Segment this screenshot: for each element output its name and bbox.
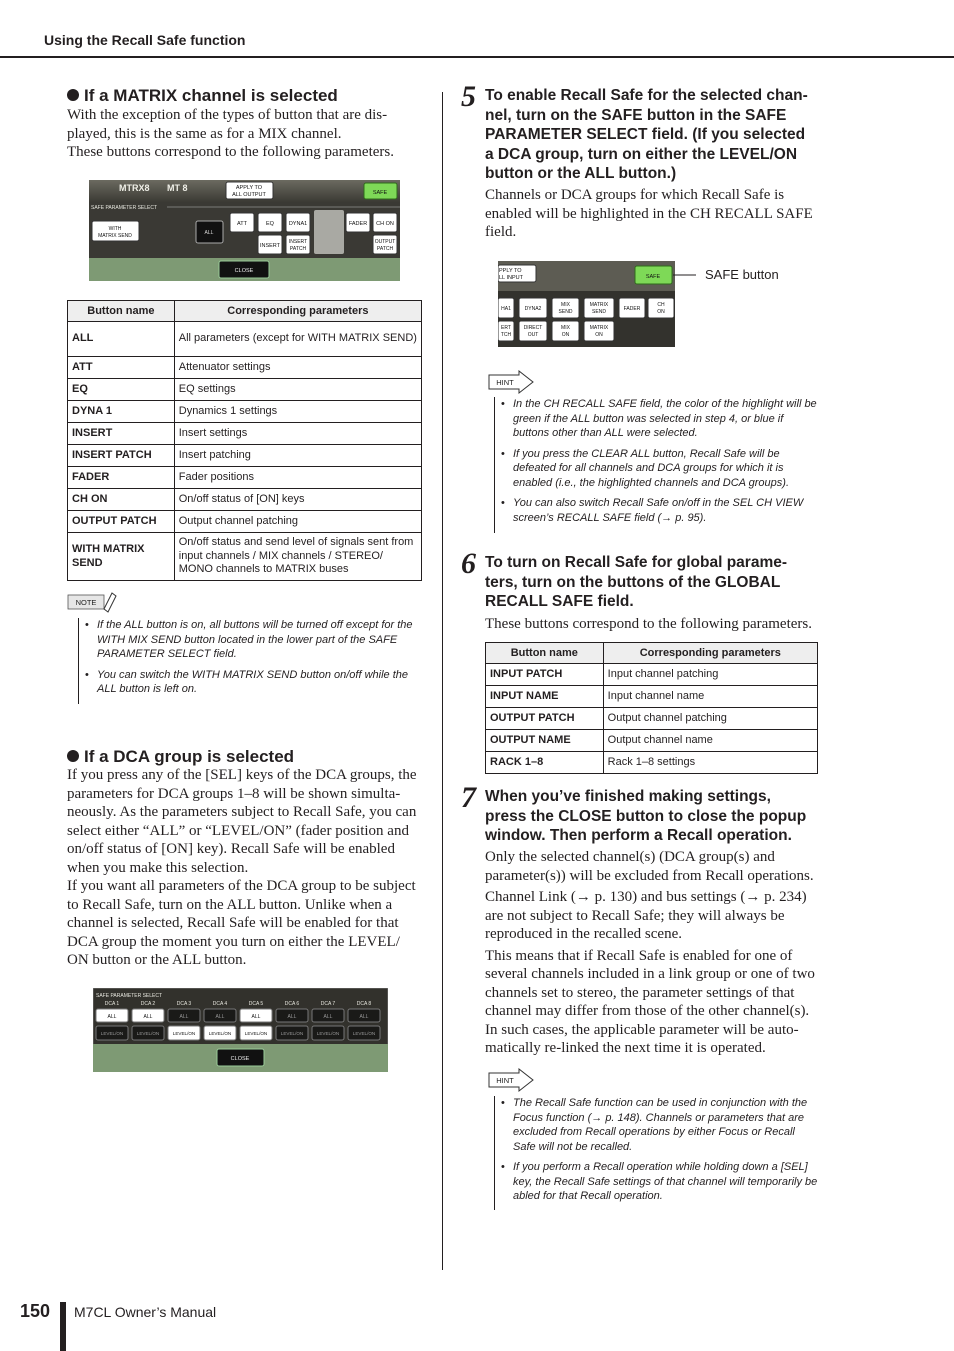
table-row: OUTPUT PATCH Output channel patching — [68, 511, 422, 533]
page-number: 150 — [20, 1301, 51, 1321]
dyna1-button[interactable] — [286, 213, 310, 232]
svg-text:LL INPUT: LL INPUT — [499, 275, 523, 281]
hint-item: • The Recall Safe function can be used in conjunction with the Focus function (→ p. 148). Channels or parameters that are excluded from Recall operations by either Focus or Recall Safe will not be recalled. — [495, 1096, 820, 1154]
hint-box — [494, 397, 820, 533]
svg-text:SEND: SEND — [558, 309, 573, 315]
apply-to-all-input-button[interactable] — [498, 265, 536, 282]
step-6-body: These buttons correspond to the following parameters. — [485, 616, 812, 632]
bullet-icon — [67, 750, 79, 762]
global-parameter-table — [485, 642, 818, 774]
screen-title-mid: MT 8 — [167, 183, 188, 193]
all-button[interactable] — [196, 221, 223, 243]
table-row: INPUT NAME Input channel name — [486, 686, 818, 708]
svg-text:MIX: MIX — [561, 302, 570, 308]
att-button[interactable] — [230, 213, 254, 232]
step-7-para: Channel Link (→ p. 130) and bus settings (→ p. 234) are not subject to Recall Safe; they will always be reproduced in the recalled scene. — [485, 889, 807, 942]
safe-button[interactable] — [635, 266, 672, 284]
channel-safe-button[interactable] — [519, 321, 547, 341]
safe-button-screen — [498, 261, 788, 347]
note-item: • You can switch the WITH MATRIX SEND button on/off while the ALL button is left on. — [79, 668, 424, 697]
channel-safe-button[interactable] — [498, 321, 514, 341]
svg-text:ALL: ALL — [251, 1014, 261, 1020]
svg-text:FADER: FADER — [348, 221, 368, 227]
step-7-para: This means that if Recall Safe is enabled for one of several channels included in a link group or one of two channels set to stereo, the parameter settings of that channel may differ from those of the other channel(s). In such cases, the applicable parameter will be auto- matically re-linked the next time it is operated. — [485, 947, 815, 1056]
svg-text:SAFE: SAFE — [645, 274, 661, 280]
dca-level-on-button[interactable] — [348, 1026, 380, 1040]
hint-arrow-icon — [487, 370, 537, 396]
dca-level-on-button[interactable] — [168, 1026, 200, 1040]
screen-title-left: MTRX8 — [119, 183, 150, 193]
ch-on-button[interactable] — [373, 213, 397, 232]
svg-text:MIX: MIX — [561, 325, 570, 331]
svg-text:SEND: SEND — [592, 309, 606, 315]
svg-text:CH ON: CH ON — [376, 221, 394, 227]
svg-text:WITH: WITH — [108, 226, 122, 232]
section-label: SAFE PARAMETER SELECT — [91, 205, 158, 211]
svg-text:FADER: FADER — [623, 306, 641, 312]
svg-text:LEVEL/ON: LEVEL/ON — [316, 1031, 340, 1036]
dca-label: DCA 5 — [248, 1001, 264, 1007]
svg-text:LEVEL/ON: LEVEL/ON — [208, 1031, 232, 1036]
column-header: Button name — [486, 643, 604, 664]
table-row: ATT Attenuator settings — [68, 357, 422, 379]
svg-text:ON: ON — [657, 309, 665, 315]
table-row: INSERT PATCH Insert patching — [68, 445, 422, 467]
footer-bar — [60, 1302, 66, 1351]
bullet-icon — [67, 89, 79, 101]
svg-text:LEVEL/ON: LEVEL/ON — [280, 1031, 304, 1036]
table-row: OUTPUT NAME Output channel name — [486, 730, 818, 752]
header-rule — [0, 56, 954, 58]
dca-safe-parameter-screen — [93, 988, 388, 1072]
table-row: RACK 1–8 Rack 1–8 settings — [486, 752, 818, 774]
hint-item: • In the CH RECALL SAFE field, the color of the highlight will be green if the ALL button was selected in step 4, or blue if buttons other than ALL were selected. — [495, 397, 820, 441]
svg-text:NOTE: NOTE — [75, 598, 97, 607]
svg-text:LEVEL/ON: LEVEL/ON — [136, 1031, 160, 1036]
svg-text:ALL: ALL — [204, 230, 214, 236]
dca-level-on-button[interactable] — [204, 1026, 236, 1040]
svg-text:CLOSE: CLOSE — [230, 1056, 250, 1062]
matrix-heading: If a MATRIX channel is selected — [67, 86, 338, 106]
dca-level-on-button[interactable] — [312, 1026, 344, 1040]
with-matrix-send-button[interactable] — [92, 221, 139, 241]
dca-all-button[interactable] — [312, 1009, 344, 1022]
table-row: OUTPUT PATCH Output channel patching — [486, 708, 818, 730]
svg-text:ATT: ATT — [237, 221, 247, 227]
channel-safe-button[interactable] — [519, 298, 547, 318]
hint-arrow-icon — [487, 1068, 537, 1094]
svg-text:ERT: ERT — [501, 325, 511, 331]
step-5-body: Channels or DCA groups for which Recall Safe is enabled will be highlighted in the CH RECALL SAFE field. — [485, 187, 813, 240]
step-7-number: 7 — [461, 781, 476, 814]
svg-text:APPLY TO: APPLY TO — [235, 185, 263, 191]
dca-level-on-button[interactable] — [240, 1026, 272, 1040]
table-row: CH ON On/off status of [ON] keys — [68, 489, 422, 511]
svg-text:LEVEL/ON: LEVEL/ON — [100, 1031, 124, 1036]
svg-text:ALL: ALL — [107, 1014, 117, 1020]
column-divider — [442, 92, 443, 1270]
hint-box — [494, 1096, 820, 1210]
note-pencil-icon — [67, 591, 117, 615]
dca-label: DCA 3 — [176, 1001, 192, 1007]
hint-item: • If you perform a Recall operation while holding down a [SEL] key, the Recall Safe settings of that channel will temporarily be abled for that Recall operation. — [495, 1160, 820, 1204]
svg-text:EQ: EQ — [266, 221, 274, 227]
safe-button[interactable] — [364, 183, 397, 199]
channel-safe-button[interactable] — [552, 298, 579, 318]
close-button[interactable] — [219, 261, 269, 278]
channel-safe-button[interactable] — [584, 298, 614, 318]
dca-all-button[interactable] — [348, 1009, 380, 1022]
hint-item: • If you press the CLEAR ALL button, Recall Safe will be defeated for all channels and DCA groups for which it is enabled (i.e., the highlighted channels and DCA groups). — [495, 447, 820, 491]
dca-all-button[interactable] — [132, 1009, 164, 1022]
svg-text:MATRIX: MATRIX — [589, 302, 609, 308]
svg-text:LEVEL/ON: LEVEL/ON — [352, 1031, 376, 1036]
svg-text:MATRIX SEND: MATRIX SEND — [98, 233, 132, 239]
hint-item: • You can also switch Recall Safe on/off in the SEL CH VIEW screen’s RECALL SAFE field (→ p. 95). — [495, 496, 820, 525]
dca-label: DCA 1 — [104, 1001, 120, 1007]
svg-text:ON: ON — [561, 332, 570, 338]
dca-all-button[interactable] — [168, 1009, 200, 1022]
svg-text:OUT: OUT — [527, 332, 539, 338]
fader-area — [314, 210, 344, 254]
column-header: Button name — [68, 301, 175, 322]
dca-label: DCA 4 — [212, 1001, 228, 1007]
svg-text:HA1: HA1 — [501, 306, 511, 312]
table-row: WITH MATRIX SEND On/off status and send level of signals sent from input channels / MIX channels / STEREO/ MONO channels to MATRIX buses — [68, 533, 422, 581]
step-6-heading: To turn on Recall Safe for global parame- ters, turn on the buttons of the GLOBAL RECALL SAFE field. — [485, 554, 788, 610]
dca-level-on-button[interactable] — [96, 1026, 128, 1040]
channel-safe-button[interactable] — [552, 321, 579, 341]
svg-text:LEVEL/ON: LEVEL/ON — [172, 1031, 196, 1036]
dca-level-on-button[interactable] — [132, 1026, 164, 1040]
step-7-body — [485, 848, 830, 1058]
dca-label: DCA 2 — [140, 1001, 156, 1007]
dca-all-button[interactable] — [96, 1009, 128, 1022]
svg-text:DYNA2: DYNA2 — [524, 306, 542, 312]
dca-all-button[interactable] — [240, 1009, 272, 1022]
matrix-safe-parameter-screen — [89, 180, 400, 281]
svg-text:ALL OUTPUT: ALL OUTPUT — [232, 192, 266, 198]
svg-text:OUTPUT: OUTPUT — [374, 239, 396, 245]
table-row: ALL All parameters (except for WITH MATRIX SEND) — [68, 322, 422, 357]
table-row: FADER Fader positions — [68, 467, 422, 489]
table-row: INSERT Insert settings — [68, 423, 422, 445]
step-7-heading: When you’ve finished making settings, press the CLOSE button to close the popup window. Then perform a Recall operation. — [485, 788, 807, 844]
dca-all-button[interactable] — [204, 1009, 236, 1022]
matrix-paragraph: With the exception of the types of button that are dis- played, this is the same as for a MIX channel. These buttons correspond to the following parameters. — [67, 107, 394, 160]
svg-text:PPLY TO: PPLY TO — [499, 268, 522, 274]
dca-close-button[interactable] — [217, 1049, 264, 1066]
svg-text:ON: ON — [595, 332, 603, 338]
table-row: DYNA 1 Dynamics 1 settings — [68, 401, 422, 423]
table-row: INPUT PATCH Input channel patching — [486, 664, 818, 686]
svg-text:ALL: ALL — [179, 1014, 189, 1020]
step-5-heading: To enable Recall Safe for the selected chan- nel, turn on the SAFE button in the SAFE PARAMETER SELECT field. (If you selected a DCA group, turn on either the LEVEL/ON button or the ALL button.) — [485, 87, 808, 182]
safe-button-callout: SAFE button — [705, 267, 779, 282]
channel-safe-button[interactable] — [619, 298, 645, 318]
dca-label: DCA 6 — [284, 1001, 300, 1007]
step-5-number: 5 — [461, 80, 476, 113]
apply-to-all-output-button[interactable] — [226, 182, 273, 199]
dca-paragraph: If you press any of the [SEL] keys of the DCA groups, the parameters for DCA groups 1–8 will be shown simulta- neously. As the parameters subject to Recall Safe, you can select either “ALL” or “LEVEL/ON” (fader position and on/off status of [ON] key). Recall Safe will be enabled when you make this selection. If you want all parameters of the DCA group to be subject to Recall Safe, turn on the ALL button. Unlike when a channel is selected, Recall Safe will be enabled for that DCA group the moment you turn on either the LEVEL/ ON button or the ALL button. — [67, 767, 417, 968]
table-row: EQ EQ settings — [68, 379, 422, 401]
dca-all-button[interactable] — [276, 1009, 308, 1022]
svg-text:CH: CH — [657, 302, 665, 308]
manual-title: M7CL Owner’s Manual — [74, 1304, 217, 1320]
channel-safe-button[interactable] — [498, 298, 514, 318]
insert-button[interactable] — [258, 235, 282, 254]
fader-button[interactable] — [346, 213, 370, 232]
note-box — [78, 618, 424, 704]
step-6-number: 6 — [461, 547, 476, 580]
svg-text:MATRIX: MATRIX — [589, 325, 609, 331]
svg-text:SAFE: SAFE — [372, 190, 388, 196]
svg-text:INSERT: INSERT — [259, 243, 281, 249]
column-header: Corresponding parameters — [603, 643, 817, 664]
svg-text:ALL: ALL — [215, 1014, 225, 1020]
svg-text:ALL: ALL — [143, 1014, 153, 1020]
insert-patch-button[interactable] — [286, 235, 310, 254]
eq-button[interactable] — [258, 213, 282, 232]
svg-text:PATCH: PATCH — [376, 246, 394, 252]
svg-text:TCH: TCH — [500, 332, 512, 338]
svg-text:DYNA1: DYNA1 — [288, 221, 308, 227]
svg-text:PATCH: PATCH — [289, 246, 307, 252]
svg-text:HINT: HINT — [496, 378, 514, 387]
svg-text:CLOSE: CLOSE — [234, 268, 254, 274]
svg-text:LEVEL/ON: LEVEL/ON — [244, 1031, 268, 1036]
channel-safe-button[interactable] — [584, 321, 614, 341]
svg-text:ALL: ALL — [359, 1014, 369, 1020]
svg-text:HINT: HINT — [496, 1076, 514, 1085]
channel-safe-button[interactable] — [648, 298, 674, 318]
svg-text:ALL: ALL — [323, 1014, 333, 1020]
svg-text:DIRECT: DIRECT — [523, 325, 543, 331]
dca-label: DCA 7 — [320, 1001, 336, 1007]
step-7-para: Only the selected channel(s) (DCA group(s) and parameter(s)) will be excluded from Recall operations. — [485, 849, 814, 884]
svg-text:INSERT: INSERT — [288, 239, 308, 245]
note-item: • If the ALL button is on, all buttons will be turned off except for the WITH MIX SEND button located in the lower part of the SAFE PARAMETER SELECT field. — [79, 618, 424, 662]
matrix-parameter-table — [67, 300, 422, 581]
svg-text:ALL: ALL — [287, 1014, 297, 1020]
dca-label: DCA 8 — [356, 1001, 372, 1007]
section-label: SAFE PARAMETER SELECT — [96, 993, 163, 999]
dca-heading: If a DCA group is selected — [67, 747, 294, 767]
dca-level-on-button[interactable] — [276, 1026, 308, 1040]
running-header: Using the Recall Safe function — [44, 32, 246, 48]
column-header: Corresponding parameters — [174, 301, 421, 322]
output-patch-button[interactable] — [373, 235, 397, 254]
